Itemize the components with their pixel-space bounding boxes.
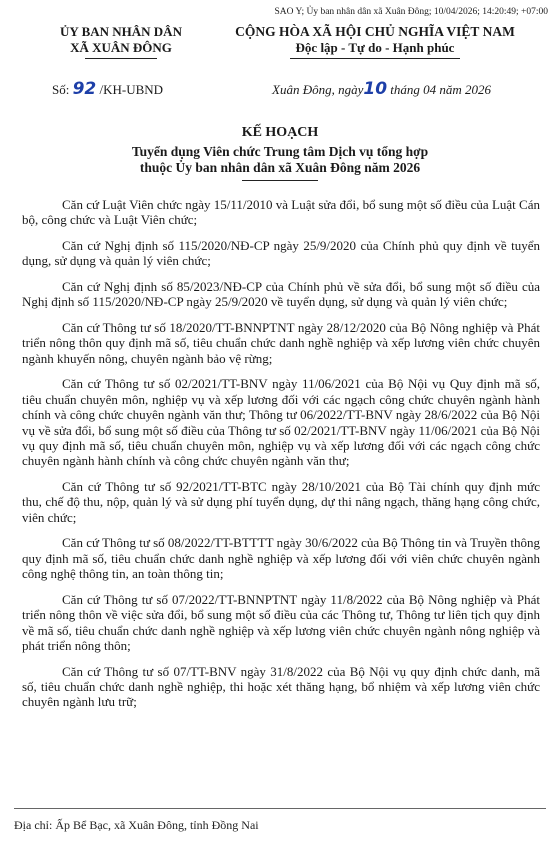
legal-basis-paragraph: Căn cứ Thông tư số 08/2022/TT-BTTTT ngày 30/6/2022 của Bộ Thông tin và Truyền thông quy định mã số, tiêu chuẩn chức danh nghề nghiệp và xếp lương đối với viên chức chuyên ngành công nghệ thông tin, an toàn thông tin; (22, 535, 540, 582)
issue-place: Xuân Đông, ngày (272, 82, 364, 97)
authority-line-2: XÃ XUÂN ĐÔNG (70, 40, 172, 55)
authority-line-1: ỦY BAN NHÂN DÂN (60, 24, 182, 39)
digital-signature-stamp: SAO Y; Ủy ban nhân dân xã Xuân Đông; 10/04/2026; 14:20:49; +07:00 (274, 7, 548, 17)
document-title (0, 125, 560, 181)
footer-divider (14, 808, 546, 809)
legal-basis-paragraph: Căn cứ Thông tư số 92/2021/TT-BTC ngày 28/10/2021 của Bộ Tài chính quy định mức thu, chế độ thu, nộp, quản lý và sử dụng phí tuyển dụng, dự thi nâng ngạch, thăng hạng công chức, viên chức; (22, 479, 540, 525)
document-type: KẾ HOẠCH (241, 125, 319, 140)
footer-address: Địa chỉ: Ấp Bể Bạc, xã Xuân Đông, tỉnh Đồng Nai (14, 818, 259, 832)
issue-month-year: tháng 04 năm 2026 (390, 82, 492, 97)
issuing-authority (36, 24, 206, 59)
document-number-handwritten: 92 (72, 79, 97, 99)
legal-basis-paragraph: Căn cứ Thông tư số 07/TT-BNV ngày 31/8/2022 của Bộ Nội vụ quy định chức danh, mã số, tiêu chuẩn chức danh nghề nghiệp, thi hoặc xét thăng hạng, bổ nhiệm và xếp lương viên chức chuyên ngành lưu trữ; (22, 663, 540, 710)
document-subtitle-line-2: thuộc Ủy ban nhân dân xã Xuân Đông năm 2026 (139, 160, 421, 175)
issue-day-handwritten: 10 (363, 79, 388, 99)
document-subtitle-line-1: Tuyển dụng Viên chức Trung tâm Dịch vụ tổng hợp (131, 144, 429, 159)
legal-basis-paragraph: Căn cứ Thông tư số 18/2020/TT-BNNPTNT ngày 28/12/2020 của Bộ Nông nghiệp và Phát triển nông thôn quy định mã số, tiêu chuẩn chức danh nghề nghiệp và xếp lương viên chức chuyên ngành khuyến nông, chuyên ngành bảo vệ rừng; (22, 320, 540, 366)
legal-basis-paragraph: Căn cứ Thông tư số 02/2021/TT-BNV ngày 11/06/2021 của Bộ Nội vụ Quy định mã số, tiêu chuẩn chuyên môn, nghiệp vụ và xếp lương đối với các ngạch công chức chuyên ngành hành chính và công chức chuyên ngành văn thư; Thông tư 06/2022/TT-BNV ngày 28/6/2022 của Bộ Nội vụ về sửa đổi, bổ sung một số điều của Thông tư số 02/2021/TT-BNV ngày 11/06/2021 của Bộ Nội vụ quy định mã số, tiêu chuẩn chuyên môn, nghiệp vụ và xếp lương đối với các ngạch công chức chuyên ngành hành chính và công chức chuyên ngành văn thư; (22, 376, 540, 469)
authority-underline (85, 58, 157, 59)
title-underline (242, 180, 318, 181)
national-motto: Độc lập - Tự do - Hạnh phúc (295, 40, 455, 55)
country-name: CỘNG HÒA XÃ HỘI CHỦ NGHĨA VIỆT NAM (235, 24, 515, 39)
national-heading (205, 24, 545, 59)
legal-basis-paragraph: Căn cứ Thông tư số 07/2022/TT-BNNPTNT ngày 11/8/2022 của Bộ Nông nghiệp và Phát triển nông thôn về việc sửa đổi, bổ sung một số điều của các Thông tư, Thông tư liên tịch quy định về mã số, tiêu chuẩn chức danh nghề nghiệp và xếp lương viên chức chuyên ngành nông nghiệp và phát triển nông thôn; (22, 591, 540, 654)
issue-date (272, 79, 491, 99)
document-number (52, 79, 163, 99)
legal-basis-paragraph: Căn cứ Nghị định số 85/2023/NĐ-CP của Chính phủ về sửa đổi, bổ sung một số điều của Nghị định số 115/2020/NĐ-CP ngày 25/9/2020 về tuyển dụng, sử dụng và quản lý viên chức; (22, 279, 540, 310)
legal-basis-body (22, 197, 540, 720)
motto-underline (290, 58, 460, 59)
legal-basis-paragraph: Căn cứ Luật Viên chức ngày 15/11/2010 và Luật sửa đổi, bổ sung một số điều của Luật Cán bộ, công chức và Luật Viên chức; (22, 197, 540, 228)
document-number-suffix: /KH-UBND (99, 82, 164, 97)
document-number-prefix: Số: (52, 82, 70, 97)
legal-basis-paragraph: Căn cứ Nghị định số 115/2020/NĐ-CP ngày 25/9/2020 của Chính phủ quy định về tuyển dụng, sử dụng và quản lý viên chức; (22, 238, 540, 269)
